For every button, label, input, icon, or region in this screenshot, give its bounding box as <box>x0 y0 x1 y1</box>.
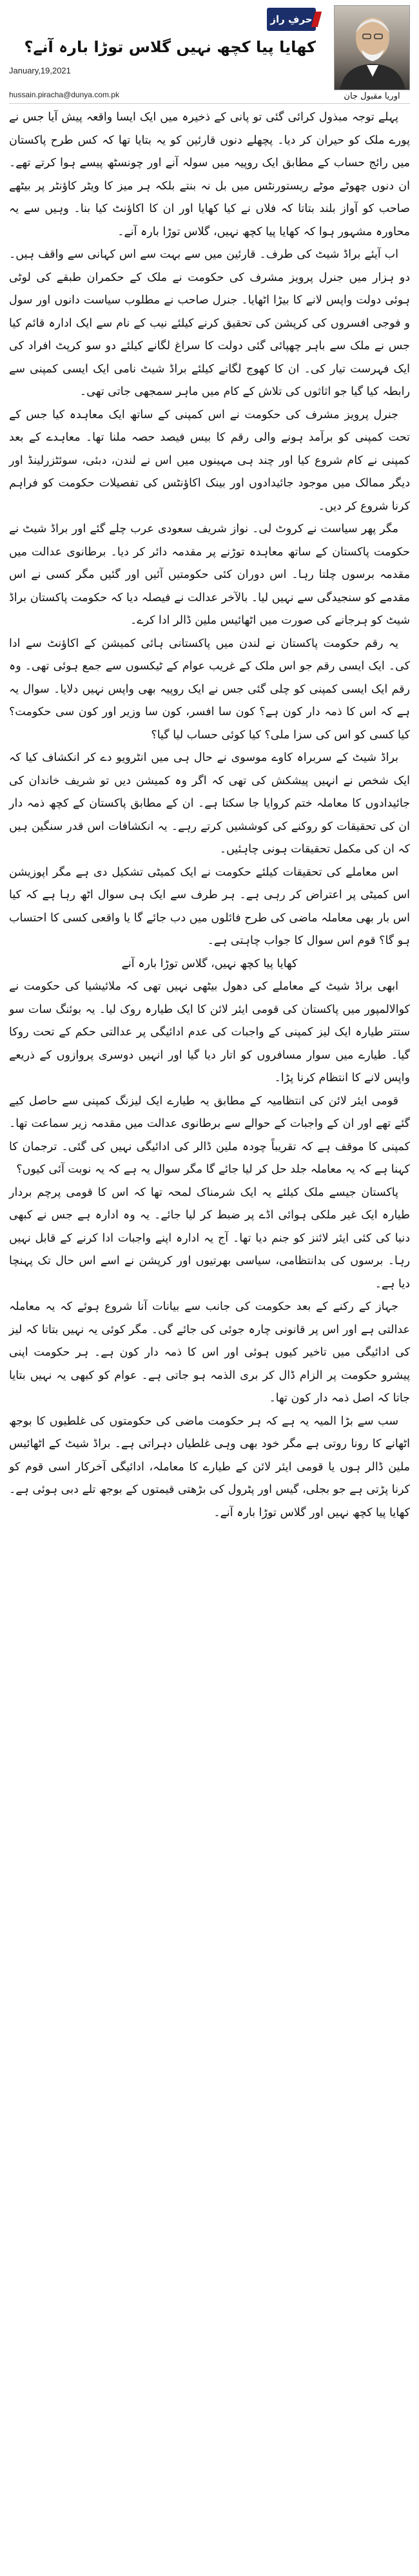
article-paragraph: جنرل پرویز مشرف کی حکومت نے اس کمپنی کے ساتھ ایک معاہدہ کیا جس کے تحت کمپنی کو برآمد ہونے والی رقم کا بیس فیصد حصہ ملنا تھا۔ معاہدے کے بعد کمپنی نے کام شروع کیا اور چند ہی مہینوں میں اس نے لندن، دبئی، سوئٹزرلینڈ اور دیگر ممالک میں موجود جائیدادوں اور بینک اکاؤنٹس کی تفصیلات حکومت کو فراہم کرنا شروع کر دیں۔ <box>9 408 410 513</box>
article-paragraph: پاکستان جیسے ملک کیلئے یہ ایک شرمناک لمحہ تھا کہ اس کا قومی پرچم بردار طیارہ ایک غیر ملکی ہوائی اڈے پر ضبط کر لیا جائے۔ یہ وہ ادارہ ہے جس نے کبھی دنیا کی کئی ایئر لائنز کو جنم دیا تھا۔ آج یہ ادارہ اپنے واجبات ادا کرنے کے قابل نہیں رہا۔ برسوں کی بدانتظامی، سیاسی بھرتیوں اور کرپشن نے اسے اس حال تک پہنچا دیا ہے۔ <box>9 1186 410 1291</box>
article-paragraph: مگر پھر سیاست نے کروٹ لی۔ نواز شریف سعودی عرب چلے گئے اور براڈ شیٹ نے حکومت پاکستان کے ساتھ معاہدہ توڑنے پر مقدمہ دائر کر دیا۔ برطانوی عدالت میں مقدمہ برسوں چلتا رہا۔ اس دوران کئی حکومتیں آئیں اور گئیں مگر کسی نے اس مقدمے کو سنجیدگی سے نہیں لیا۔ بالآخر عدالت نے فیصلہ دیا کہ حکومت پاکستان براڈ شیٹ کو ہرجانے کی صورت میں اٹھائیس ملین ڈالر ادا کرے۔ <box>9 523 410 627</box>
article-paragraph: براڈ شیٹ کے سربراہ کاوے موسوی نے حال ہی میں انٹرویو دے کر انکشاف کیا کہ ایک شخص نے انہیں پیشکش کی تھی کہ اگر وہ کمیشن دیں تو شریف خاندان کی جائیدادوں کا معاملہ ختم کروایا جا سکتا ہے۔ ان کے مطابق پاکستان کے کچھ ذمہ دار ان کی تحقیقات کو روکنے کی کوششیں کرتے رہے۔ یہ انکشافات اس قدر سنگین ہیں کہ ان کی مکمل تحقیقات ہونی چاہئیں۔ <box>9 751 410 856</box>
author-portrait-icon <box>335 6 410 90</box>
article-body <box>9 104 410 1524</box>
publish-date: January,19,2021 <box>9 66 71 75</box>
article-subhead: کھایا پیا کچھ نہیں، گلاس توڑا بارہ آنے <box>121 957 298 970</box>
author-email: hussain.piracha@dunya.com.pk <box>9 90 119 99</box>
article-headline: کھایا پیا کچھ نہیں گلاس توڑا بارہ آنے؟ <box>24 38 316 56</box>
article-paragraph: یہ رقم حکومت پاکستان نے لندن میں پاکستانی ہائی کمیشن کے اکاؤنٹ سے ادا کی۔ ایک ایسی رقم جو اس ملک کے غریب عوام کے ٹیکسوں سے جمع ہوئی تھی۔ وہ رقم ایک ایسی کمپنی کو چلی گئی جس نے ایک روپیہ بھی واپس نہیں دلایا۔ سوال یہ ہے کہ اس کا ذمہ دار کون ہے؟ کون سا افسر، کون سا وزیر اور کون سی حکومت؟ کیا کسی کو اس کی سزا ملی؟ کیا کوئی حساب لیا گیا؟ <box>9 637 410 742</box>
article-paragraph: پہلے توجہ مبذول کرائی گئی تو پانی کے ذخیرہ میں ایک ایسا واقعہ پیش آیا جس نے پورے ملک کو حیران کر دیا۔ پچھلے دنوں قارئین کو یہ بتایا تھا کہ کس طرح پاکستان میں رائج حساب کے مطابق ایک روپیہ میں سولہ آنے اور چونسٹھ پیسے ہوا کرتے تھے۔ ان دنوں چھوٹے موٹے ریستورنٹس میں بل نہ بنتے بلکہ ہر میز کا ویٹر کاؤنٹر پر بیٹھے صاحب کو آواز بلند بتاتا کہ فلاں نے کیا کھایا اور ان کا اکاؤنٹ کیا بنا۔ وہیں سے یہ محاورہ مشہور ہوا کہ کھایا پیا کچھ نہیں، گلاس توڑا بارہ آنے۔ <box>9 111 410 238</box>
column-logo-text: حرفِ راز <box>270 14 313 25</box>
column-logo <box>267 8 316 31</box>
author-name: اوریا مقبول جان <box>344 91 400 101</box>
article-paragraph: قومی ایئر لائن کی انتظامیہ کے مطابق یہ طیارے ایک لیزنگ کمپنی سے حاصل کیے گئے تھے اور ان کے واجبات کے حوالے سے برطانوی عدالت میں مقدمہ زیر سماعت تھا۔ کمپنی کا موقف ہے کہ تقریباً چودہ ملین ڈالر کی ادائیگی نہیں کی گئی۔ ترجمان کا کہنا ہے کہ یہ معاملہ جلد حل کر لیا جائے گا مگر سوال یہ ہے کہ یہ نوبت آئی کیوں؟ <box>9 1094 410 1176</box>
column-header <box>9 0 410 104</box>
article-paragraph: ابھی براڈ شیٹ کے معاملے کی دھول بیٹھی نہیں تھی کہ ملائیشیا کی حکومت نے کوالالمپور میں پاکستان کی قومی ایئر لائن کا ایک طیارہ روک لیا۔ یہ بوئنگ سات سو ستتر طیارہ ایک لیز کمپنی کے واجبات کی عدم ادائیگی پر عدالتی حکم کے تحت روکا گیا۔ طیارے میں سوار مسافروں کو اتار دیا گیا اور انہیں دوسری پروازوں کے ذریعے واپس لانے کا انتظام کرنا پڑا۔ <box>9 980 410 1084</box>
article-paragraph: سب سے بڑا المیہ یہ ہے کہ ہر حکومت ماضی کی حکومتوں کی غلطیوں کا بوجھ اٹھانے کا رونا روتی ہے مگر خود بھی وہی غلطیاں دہراتی ہے۔ براڈ شیٹ کے اٹھائیس ملین ڈالر ہوں یا قومی ایئر لائن کے طیارے کا معاملہ، ادائیگی آخرکار اسی قوم کو کرنا پڑتی ہے جو بجلی، گیس اور پٹرول کی بڑھتی قیمتوں کے بوجھ تلے دبی ہوئی ہے۔ کھایا پیا کچھ نہیں اور گلاس توڑا بارہ آنے۔ <box>9 1414 410 1519</box>
logo-accent-icon <box>311 12 322 27</box>
article-paragraph: جہاز کے رکنے کے بعد حکومت کی جانب سے بیانات آنا شروع ہوئے کہ یہ معاملہ عدالتی ہے اور اس پر قانونی چارہ جوئی کی جائے گی۔ مگر کوئی یہ نہیں بتاتا کہ لیز کی ادائیگی میں تاخیر کیوں ہوئی اور اس کا ذمہ دار کون ہے۔ ہر حکومت اپنی پیشرو حکومت پر الزام ڈال کر بری الذمہ ہو جاتی ہے۔ عوام کو کبھی یہ نہیں بتایا جاتا کہ اصل ذمہ دار کون تھا۔ <box>9 1300 410 1405</box>
article-paragraph: اب آیئے براڈ شیٹ کی طرف۔ قارئین میں سے بہت سے اس کہانی سے واقف ہیں۔ دو ہزار میں جنرل پرویز مشرف کی حکومت نے ملک کے حکمران طبقے کی لوٹی ہوئی دولت واپس لانے کا بیڑا اٹھایا۔ جنرل صاحب نے مطلوب سیاست دانوں اور سول و فوجی افسروں کی کرپشن کی تحقیق کرنے کیلئے نیب کے نام سے ایک ادارہ قائم کیا جس نے ملک سے باہر چھپائی گئی دولت کا سراغ لگانے کیلئے دو سو کرپٹ افراد کی ایک فہرست تیار کی۔ ان کا کھوج لگانے کیلئے براڈ شیٹ نامی ایک ایسی کمپنی سے رابطہ کیا گیا جو اثاثوں کی تلاش کے کام میں ماہر سمجھی جاتی تھی۔ <box>9 248 410 398</box>
author-photo <box>334 5 410 90</box>
article-paragraph: اس معاملے کی تحقیقات کیلئے حکومت نے ایک کمیٹی تشکیل دی ہے مگر اپوزیشن اس کمیٹی پر اعتراض کر رہی ہے۔ ہر طرف سے ایک ہی سوال اٹھ رہا ہے کہ کیا اس بار بھی معاملہ ماضی کی طرح فائلوں میں دب جائے گا یا واقعی کسی کا احتساب ہو گا؟ قوم اس سوال کا جواب چاہتی ہے۔ <box>9 865 410 947</box>
